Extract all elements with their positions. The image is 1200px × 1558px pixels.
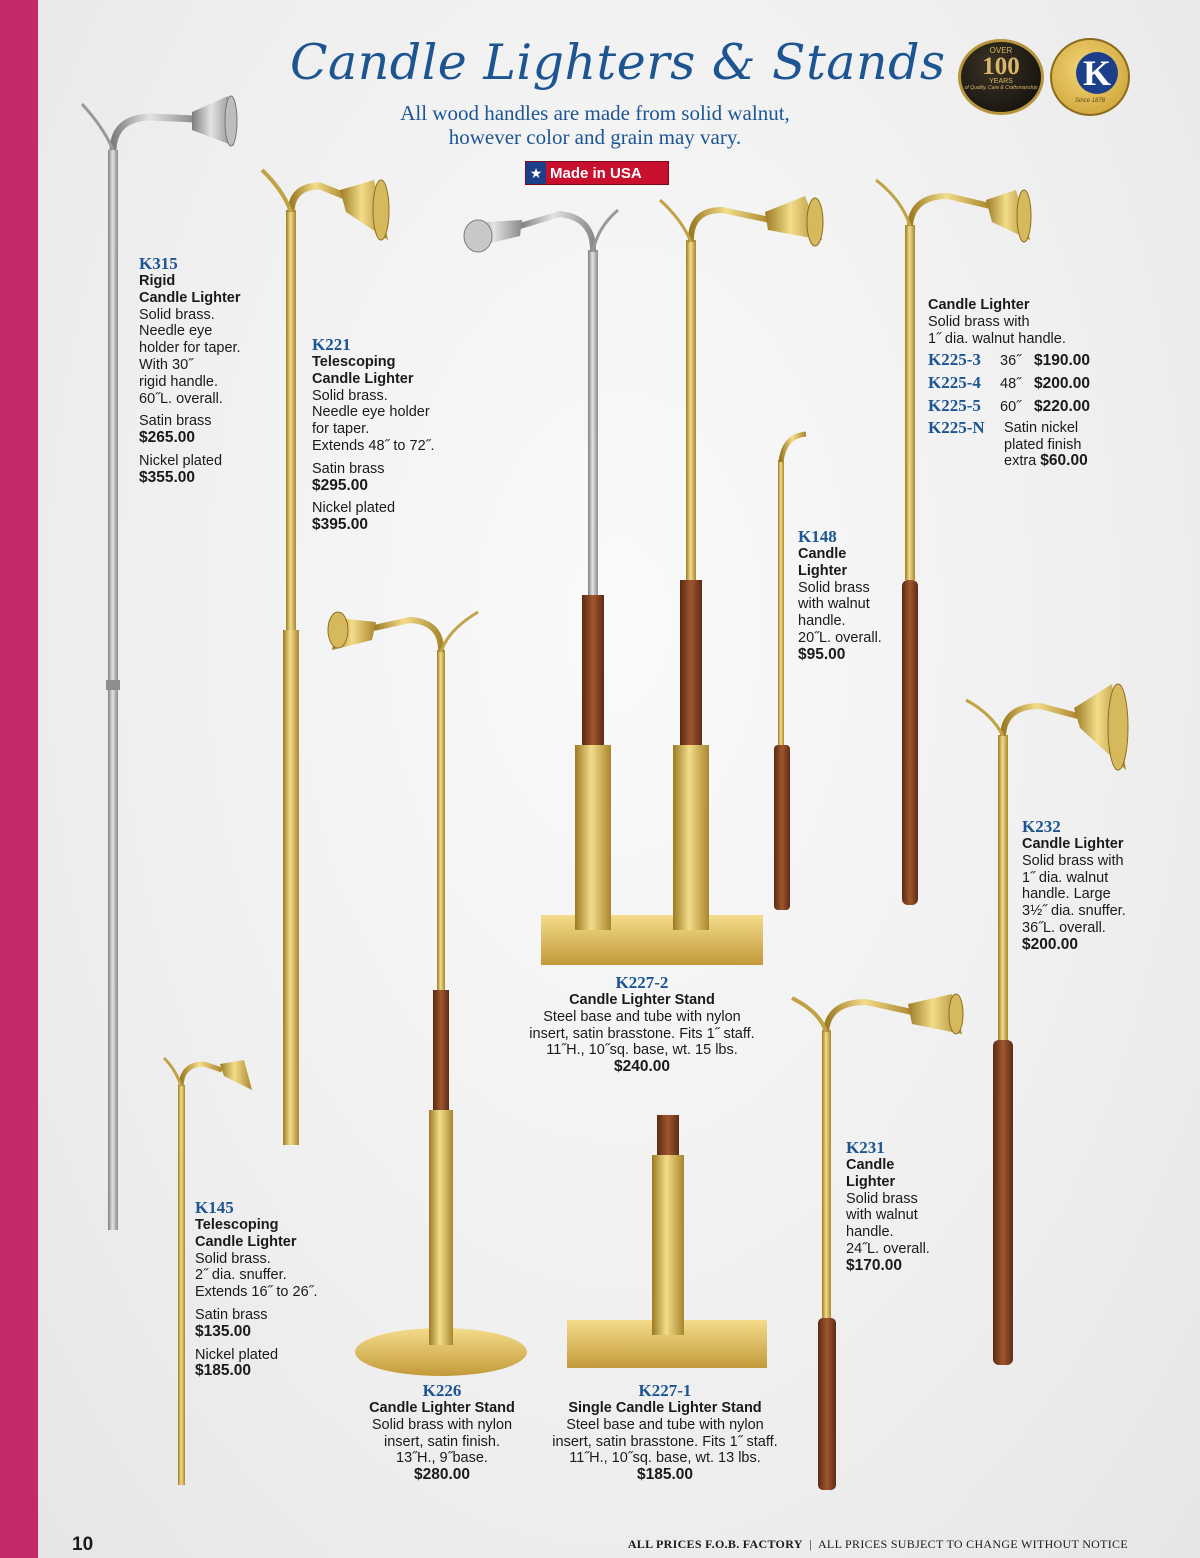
option-price: $265.00 — [139, 429, 196, 447]
logo-letter: K — [1076, 52, 1118, 94]
product-name: Candle Lighter Stand — [569, 992, 715, 1008]
product-desc-line: Satin nickel — [1004, 419, 1079, 436]
option-price: $185.00 — [195, 1362, 252, 1380]
product-name: Candle Lighter — [1022, 836, 1124, 852]
product-desc-line: 36˝L. overall. — [1022, 919, 1106, 936]
product-desc-line: Solid brass. — [195, 1250, 271, 1267]
product-desc-line: insert, satin brasstone. Fits 1˝ staff. — [529, 1025, 755, 1042]
product-desc-line: With 30˝ — [139, 356, 193, 373]
product-desc-line: insert, satin brasstone. Fits 1˝ staff. — [552, 1433, 778, 1450]
product-name: Candle — [846, 1157, 895, 1173]
badge-tagline: of Quality, Care & Craftsmanship — [964, 85, 1038, 91]
product-desc-line: Steel base and tube with nylon — [543, 1008, 741, 1025]
option-price: $355.00 — [139, 468, 196, 486]
price-change-notice: ALL PRICES SUBJECT TO CHANGE WITHOUT NOTICE — [817, 1537, 1128, 1551]
product-k148 — [798, 528, 908, 664]
product-code: K226 — [422, 1381, 462, 1400]
product-desc-line: handle. — [798, 613, 846, 630]
product-desc-line: Solid brass with nylon — [371, 1416, 513, 1433]
product-name: Rigid — [139, 273, 176, 289]
product-desc-line: insert, satin finish. — [383, 1433, 501, 1450]
product-desc-line: handle. — [846, 1224, 894, 1241]
price: $200.00 — [1034, 375, 1091, 393]
product-code: K145 — [195, 1198, 234, 1217]
product-k227-1 — [535, 1382, 795, 1484]
page-title: Candle Lighters & Stands — [290, 34, 946, 91]
product-name: Telescoping — [195, 1217, 279, 1233]
k148-lighter-image — [774, 434, 806, 910]
product-name: Candle Lighter — [139, 289, 241, 306]
k227-1-stand-image — [567, 1115, 767, 1368]
product-desc-line: Solid brass with — [1022, 852, 1124, 869]
product-code: K231 — [846, 1138, 885, 1157]
k232-lighter-image — [966, 684, 1128, 1365]
length: 48˝ — [1000, 376, 1021, 393]
k227-2-stand-image — [464, 196, 823, 965]
option-label: Satin brass — [312, 460, 385, 477]
product-code: K221 — [312, 335, 351, 354]
product-desc-line: 11˝H., 10˝sq. base, wt. 15 lbs. — [546, 1042, 738, 1059]
extra-label: extra — [1004, 453, 1037, 470]
product-desc-line: Solid brass. — [139, 306, 215, 323]
k221-lighter-image — [262, 170, 389, 1145]
product-desc-line: Steel base and tube with nylon — [566, 1416, 764, 1433]
product-name: Single Candle Lighter Stand — [568, 1400, 762, 1416]
length: 60˝ — [1000, 398, 1021, 415]
subtitle-line-2: however color and grain may vary. — [448, 125, 742, 149]
product-desc-line: Extends 48˝ to 72˝. — [312, 437, 435, 454]
product-desc-line: 2˝ dia. snuffer. — [195, 1267, 287, 1284]
option-label: Satin brass — [139, 413, 212, 430]
product-k226 — [352, 1382, 532, 1484]
product-desc-line: holder for taper. — [139, 340, 241, 357]
product-name: Candle Lighter — [195, 1233, 297, 1250]
product-name: Candle — [798, 546, 847, 562]
product-desc-line: rigid handle. — [139, 373, 218, 390]
product-name: Telescoping — [312, 354, 396, 370]
option-label: Nickel plated — [139, 452, 223, 469]
product-code: K315 — [139, 254, 178, 273]
product-name: Candle Lighter Stand — [369, 1400, 515, 1416]
footer-separator: | — [809, 1537, 813, 1551]
product-desc-line: Solid brass — [798, 579, 870, 596]
product-code: K227-1 — [638, 1381, 692, 1400]
company-logo — [1050, 38, 1130, 116]
price: $190.00 — [1034, 352, 1091, 370]
product-code: K225-4 — [928, 373, 981, 393]
logo-since: Since 1878 — [1074, 98, 1106, 104]
product-code: K225-5 — [928, 395, 981, 415]
product-k225 — [928, 297, 1128, 470]
badge-number: 100 — [982, 53, 1020, 80]
option-label: Satin brass — [195, 1306, 268, 1323]
100-years-badge — [958, 39, 1044, 115]
product-name: Candle Lighter — [312, 370, 414, 387]
product-desc-line: 1˝ dia. walnut — [1022, 869, 1109, 886]
product-k315 — [139, 255, 269, 487]
product-desc-line: Needle eye — [139, 323, 213, 340]
product-k145 — [195, 1199, 345, 1380]
footer-notice — [628, 1537, 1128, 1552]
star-icon: ★ — [526, 162, 546, 184]
price-row — [928, 352, 1128, 370]
product-k221 — [312, 336, 452, 534]
product-desc-line: 24˝L. overall. — [846, 1240, 930, 1257]
product-name: Lighter — [846, 1173, 896, 1190]
product-desc-line: with walnut — [798, 596, 870, 613]
product-k231 — [846, 1139, 956, 1275]
product-k232 — [1022, 818, 1152, 954]
price-row — [928, 375, 1128, 393]
badge-years: YEARS — [989, 78, 1013, 85]
product-name: Lighter — [798, 562, 848, 579]
product-desc-line: 13˝H., 9˝base. — [396, 1450, 488, 1467]
product-name: Candle Lighter — [928, 297, 1030, 313]
product-desc-line: 20˝L. overall. — [798, 629, 882, 646]
badge-over: OVER — [989, 46, 1013, 55]
nickel-option — [928, 417, 1128, 470]
product-code: K232 — [1022, 817, 1061, 836]
product-price: $240.00 — [613, 1058, 671, 1076]
product-desc-line: 11˝H., 10˝sq. base, wt. 13 lbs. — [569, 1450, 761, 1467]
product-desc-line: Solid brass — [846, 1190, 918, 1207]
product-desc-line: plated finish — [1004, 436, 1082, 453]
product-desc-line: 1˝ dia. walnut handle. — [928, 330, 1066, 347]
fob-text: ALL PRICES F.O.B. FACTORY — [627, 1537, 803, 1551]
made-in-usa-badge — [525, 161, 669, 185]
subtitle-line-1: All wood handles are made from solid walnut, — [400, 101, 790, 125]
option-label: Nickel plated — [195, 1346, 279, 1363]
option-price: $135.00 — [195, 1322, 252, 1340]
page-number: 10 — [72, 1534, 94, 1555]
made-in-usa-label: Made in USA — [550, 164, 642, 182]
product-desc-line: 3½˝ dia. snuffer. — [1022, 903, 1126, 920]
price-row — [928, 395, 1128, 416]
k226-stand-image — [328, 612, 527, 1376]
product-k227-2 — [512, 974, 772, 1076]
length: 36˝ — [1000, 353, 1021, 370]
product-code: K227-2 — [615, 973, 669, 992]
product-desc-line: Solid brass. — [312, 387, 388, 404]
product-price: $170.00 — [846, 1256, 903, 1274]
option-price: $395.00 — [312, 516, 369, 534]
page-subtitle — [330, 101, 860, 149]
product-code: K225-3 — [928, 350, 981, 370]
price: $220.00 — [1034, 397, 1091, 415]
price: $60.00 — [1040, 452, 1088, 470]
product-price: $200.00 — [1022, 935, 1079, 953]
product-code: K148 — [798, 527, 837, 546]
option-label: Nickel plated — [312, 500, 396, 517]
product-desc-line: for taper. — [312, 421, 370, 438]
product-desc-line: handle. Large — [1022, 886, 1111, 903]
product-desc-line: with walnut — [846, 1207, 918, 1224]
product-desc-line: Extends 16˝ to 26˝. — [195, 1284, 318, 1301]
option-price: $295.00 — [312, 476, 369, 494]
product-code: K225-N — [928, 417, 985, 437]
product-price: $95.00 — [798, 645, 846, 663]
product-price: $185.00 — [636, 1466, 694, 1484]
product-desc-line: Solid brass with — [928, 313, 1030, 330]
product-price: $280.00 — [413, 1466, 471, 1484]
product-desc-line: Needle eye holder — [312, 404, 430, 421]
product-desc-line: 60˝L. overall. — [139, 390, 223, 407]
